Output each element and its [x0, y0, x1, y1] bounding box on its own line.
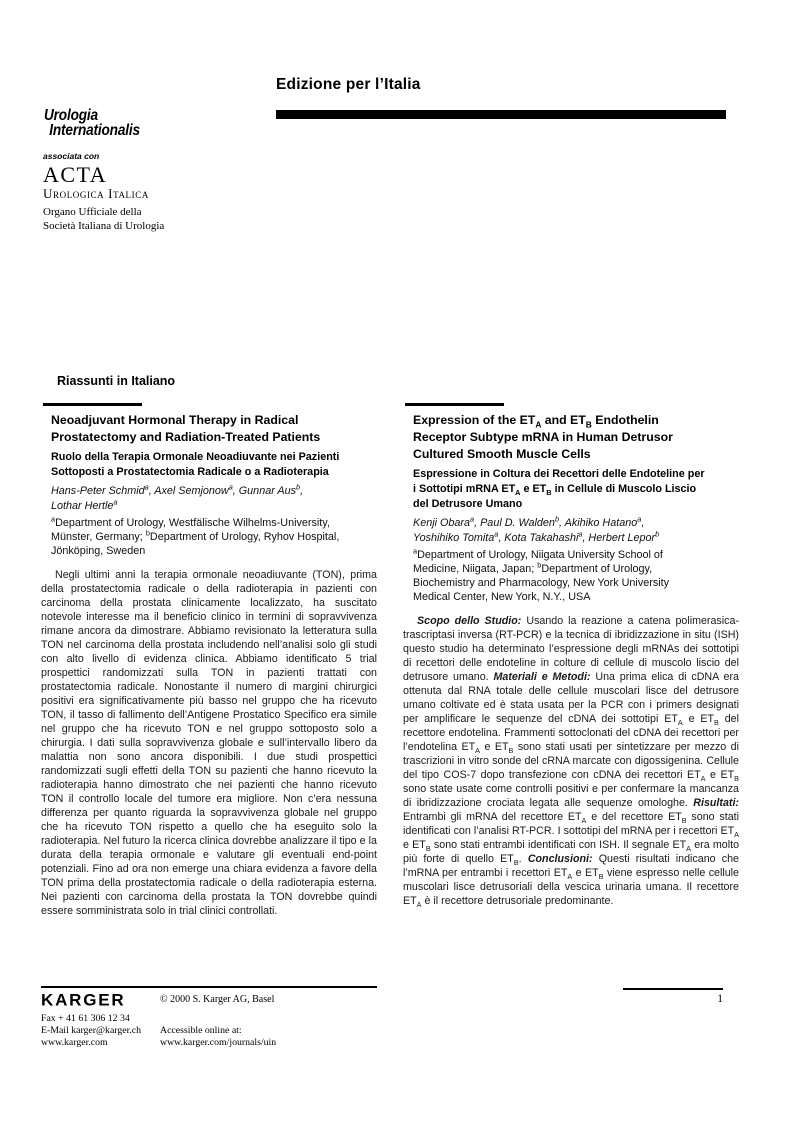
acta-logo-subtitle: Urologica Italica	[43, 186, 149, 201]
article-authors: Hans-Peter Schmid$^a$, Axel Semjonow$^a$, Gunnar Aus$^b$, Lothar Hertle$^a$	[51, 481, 304, 512]
article-affiliations: $^a$Department of Urology, Westfälische Wilhelms-University, Münster, Germany; $^b$Department of Urology, Ryhov Hospital, Jönköping, Sweden	[51, 513, 340, 557]
abstract-article-left	[41, 403, 377, 918]
online-access-url: www.karger.com/journals/uin	[160, 1037, 277, 1049]
article-title-en: Neoadjuvant Hormonal Therapy in Radical Prostatectomy and Radiation-Treated Patients	[51, 412, 321, 444]
copyright-notice: © 2000 S. Karger AG, Basel	[160, 994, 275, 1005]
abstract-article-right	[403, 403, 739, 908]
online-access-label: Accessible online at:	[160, 1025, 242, 1036]
section-title: Riassunti in Italiano	[57, 374, 176, 388]
edition-title: Edizione per l’Italia	[276, 76, 421, 93]
online-access-block	[160, 1025, 276, 1049]
acta-urologica-italica-logo	[43, 163, 149, 200]
edition-divider-bar	[276, 110, 726, 119]
article-title-en: Expression of the $ET_A$ and $ET_B$ Endothelin Receptor Subtype mRNA in Human Detrusor Cultured Smooth Muscle Cells	[413, 412, 673, 461]
article-affiliations: $^a$Department of Urology, Niigata University School of Medicine, Niigata, Japan; $^b$Department of Urology, Biochemistry and Pharmacology, New York University Medical Center, New York, N.Y., USA	[413, 545, 670, 603]
article-title-rule	[405, 403, 504, 406]
email-address: E-Mail karger@karger.ch	[41, 1025, 142, 1037]
page-number: 1	[717, 993, 723, 1005]
article-title-it: Ruolo della Terapia Ormonale Neoadiuvante nei Pazienti Sottoposti a Prostatectomia Radicale o a Radioterapia	[51, 450, 340, 478]
journal-logo-line1: Urologia	[44, 107, 98, 124]
journal-logo-line2: Internationalis	[49, 122, 140, 139]
footer-rule-left	[41, 986, 377, 988]
article-authors: Kenji Obara$^a$, Paul D. Walden$^b$, Akihiko Hatano$^a$, Yoshihiko Tomita$^a$, Kota Takahashi$^a$, Herbert Lepor$^b$	[413, 513, 660, 544]
website-url: www.karger.com	[41, 1037, 108, 1049]
article-abstract-text: Scopo dello Studio: Usando la reazione a catena polimerasica-trascriptasi inversa (RT-PCR) e la tecnica di ibridizzazione in situ (ISH) questo studio ha determinato l’espressione degli mRNAs dei sottotipi di recettori delle endoteline in colture di cellule di muscolo liscio del detrusore umano. Materiali e Metodi: Una prima elica di cDNA era ottenuta dal RNA totale delle cellule muscolari lisce del detrusore umano coltivate ed è stata usata per la PCR con i primers designati per amplificare le sequenze del cDNA dei sottotipi $ET_A$ e $ET_B$ del recettore endotelina. Frammenti sottoclonati del cDNA dei recettori per l’endotelina $ET_A$ e $ET_B$ sono stati usati per sintetizzare per mezzo di trascrizioni in vitro sonde del cRNA marcate con digossigenina. Cellule del tipo COS-7 dopo transfezione con cDNA dei recettori $ET_A$ e $ET_B$ sono state usate come controlli positivi e per confermare la mancanza di ibridizzazione crociata legata alle sequenze omologhe. Risultati: Entrambi gli mRNA del recettore $ET_A$ e del recettore $ET_B$ sono stati identificati con l’analisi RT-PCR. I sottotipi del mRNA per i recettori $ET_A$ e $ET_B$ sono stati entrambi identificati con ISH. Il segnale $ET_A$ era molto più forte di quello $ET_B$. Conclusioni: Questi risultati indicano che l’mRNA per entrambi i recettori $ET_A$ e $ET_B$ viene espresso nelle cellule muscolari lisce detrusoriali della vescica urinaria umana. Il recettore $ET_A$ è il recettore detrusoriale predominante.	[403, 614, 740, 909]
article-abstract-text: Negli ultimi anni la terapia ormonale neoadiuvante (TON), prima della prostatectomia radicale o della radioterapia in pazienti con carcinoma della prostata clinicamente localizzato, ha suscitato notevole interesse ma il beneficio clinico in termini di sopravvivenza rimane ancora da dimostrare. Abbiamo revisionato la letteratura sulla TON nel carcinoma della prostata includendo nell’analisi solo gli studi con alto livello di evidenza clinica. Abbiamo identificato 5 trial prospettici randomizzati sulla TON in pazienti trattati con prostatectomia radicale. Nonostante il numero di margini chirurgici positivi era significativamente più basso nel gruppo che ha ricevuto TON, il tasso di fallimento dell’Antigene Prostatico Specifico era simile nel gruppo che ha ricevuto TON e nel gruppo sottoposto solo a chirurgia. I dati sulla sopravvivenza globale e sull’intervallo libero da malattia non sono ancora disponibili. I due studi prospettici randomizzati sugli effetti della TON su pazienti che hanno ricevuto la radioterapia hanno dimostrato che nei pazienti che hanno ricevuto TON il controllo locale del tumore era migliore. Non c’era nessuna differenza per quanto riguarda la sopravvivenza globale nel gruppo che ha ricevuto TON rispetto a quello che ha eseguito solo la radioterapia. Nel futuro la ricerca clinica dovrebbe analizzare il tipo e la durata della terapia ormonale e valutare gli eventuali end-point potenziali. Fino ad ora non emerge una chiara evidenza a favore della TON prima della prostatectomia radicale o della radioterapia esterna. Nei pazienti con carcinoma della prostata la TON dovrebbe quindi essere somministrata solo in trial clinici controllati.	[41, 568, 377, 917]
fax-number: Fax + 41 61 306 12 34	[41, 1013, 130, 1024]
official-organ-line2: Società Italiana di Urologia	[43, 219, 165, 232]
article-title-rule	[43, 403, 142, 406]
official-organ-note	[43, 206, 164, 233]
article-title-it: Espressione in Coltura dei Recettori delle Endoteline per i Sottotipi mRNA $ET_A$ e $ET_B$ in Cellule di Muscolo Liscio del Detrusore Umano	[413, 467, 705, 510]
associated-with-label: associata con	[43, 151, 100, 161]
karger-publisher-logo: KARGER	[41, 991, 126, 1010]
footer-rule-right	[623, 988, 723, 990]
urologia-internationalis-logo	[44, 108, 140, 138]
publisher-contact-block	[41, 1013, 141, 1050]
official-organ-line1: Organo Ufficiale della	[43, 206, 142, 218]
acta-logo-title: ACTA	[43, 162, 108, 187]
